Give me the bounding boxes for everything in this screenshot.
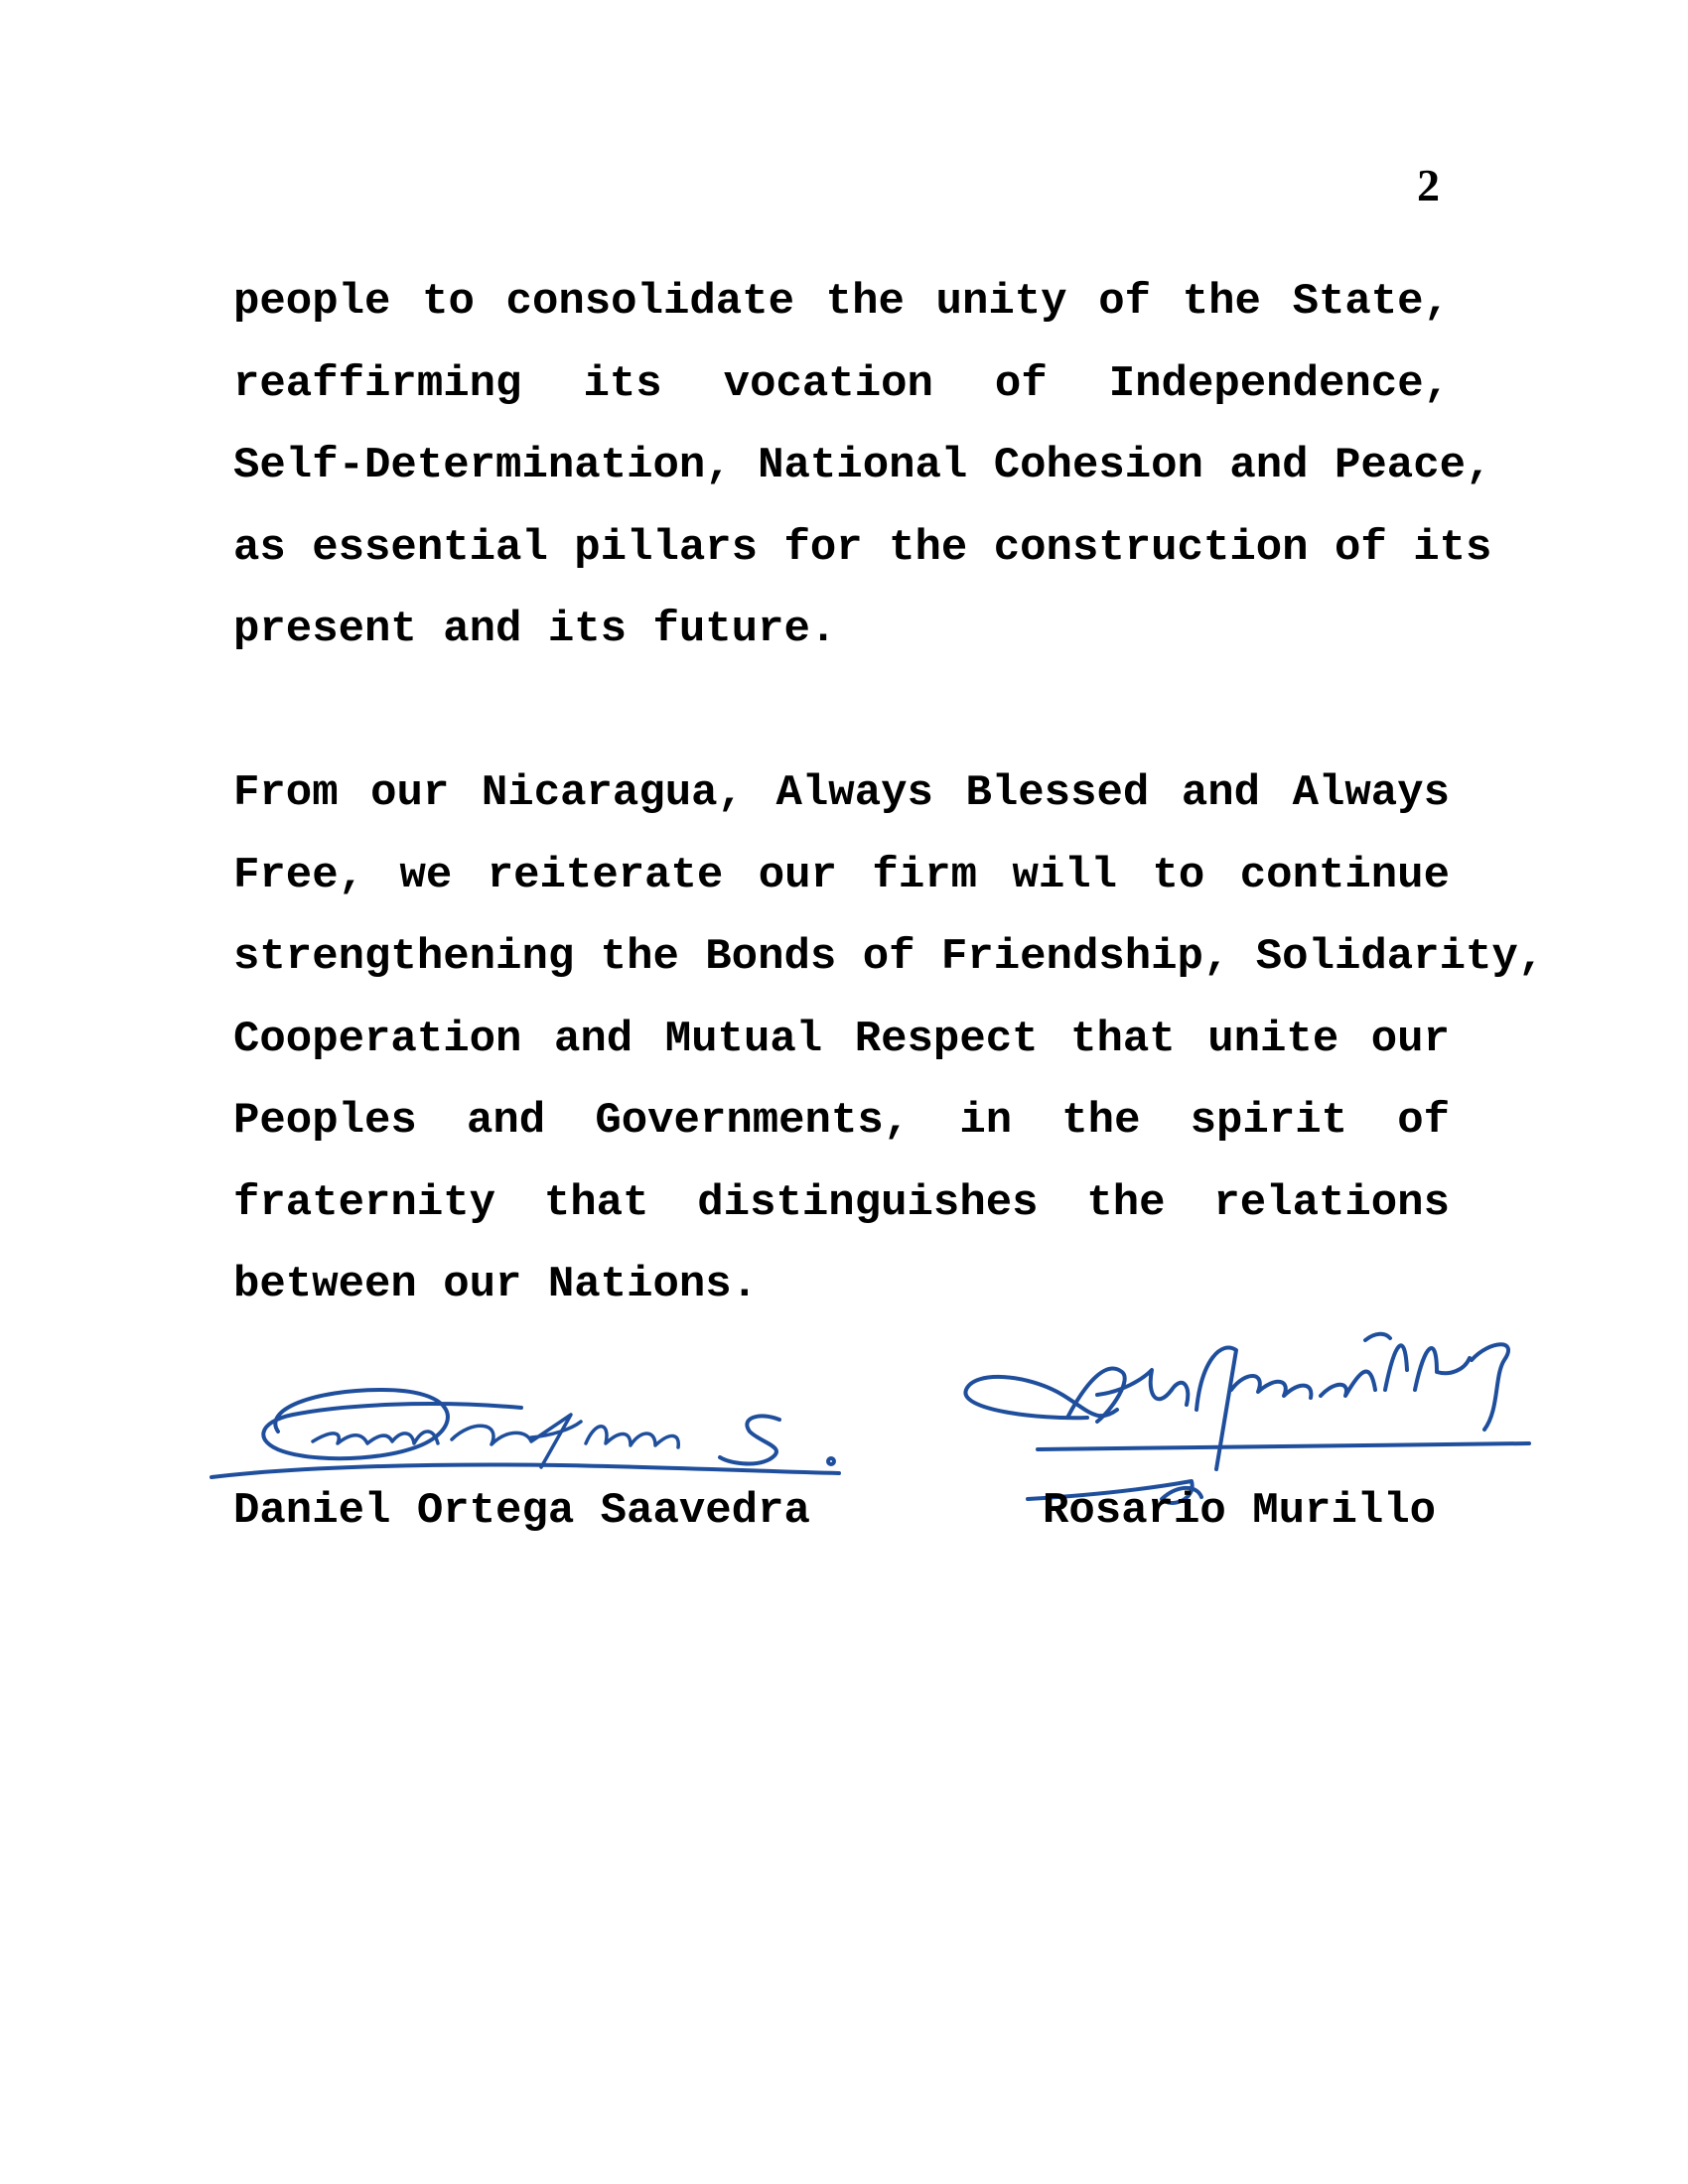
paragraph-line: reaffirming its vocation of Independence, [233, 358, 1450, 409]
signatory-name-ortega: Daniel Ortega Saavedra [233, 1486, 810, 1536]
paragraph-line: Peoples and Governments, in the spirit of [233, 1096, 1450, 1146]
paragraph-line: Free, we reiterate our firm will to continue [233, 850, 1450, 900]
paragraph-line: present and its future. [233, 605, 837, 654]
paragraph-line: as essential pillars for the construction of its [233, 522, 1492, 573]
signatory-name-murillo: Rosario Murillo [1043, 1486, 1437, 1536]
paragraph-line: strengthening the Bonds of Friendship, Solidarity, [233, 932, 1545, 982]
paragraph-line: between our Nations. [233, 1260, 759, 1309]
paragraph-line: From our Nicaragua, Always Blessed and Always [233, 768, 1450, 818]
paragraph-line: Self-Determination, National Cohesion and Peace, [233, 441, 1492, 490]
paragraph-line: fraternity that distinguishes the relations [233, 1177, 1450, 1228]
body-paragraph-2 [233, 752, 1545, 1326]
paragraph-line: people to consolidate the unity of the State, [233, 277, 1450, 327]
body-paragraph-1 [233, 261, 1492, 671]
paragraph-line: Cooperation and Mutual Respect that unite our [233, 1014, 1450, 1064]
page-number: 2 [1417, 160, 1440, 210]
